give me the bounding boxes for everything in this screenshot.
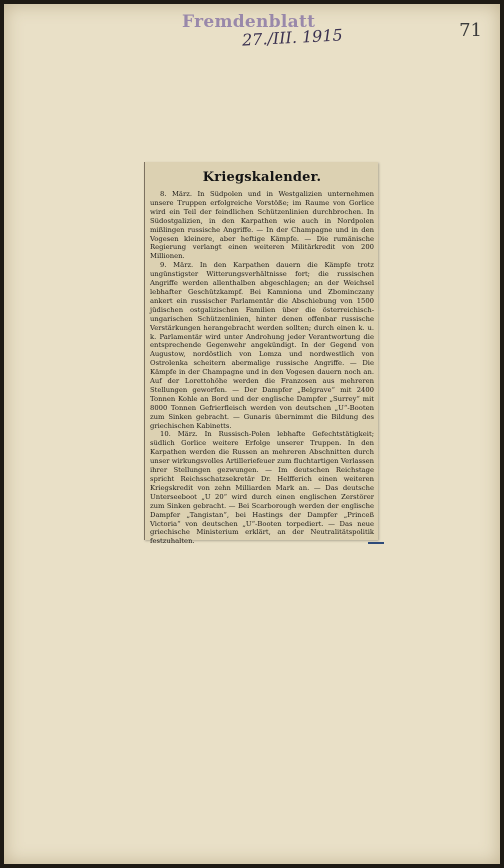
clipping-column-rule — [144, 162, 145, 540]
handwritten-date: 27./III. 1915 — [241, 25, 344, 50]
article-paragraph-march-8: 8. März. In Südpolen und in Westgalizien unternehmen unsere Truppen erfolgreiche Vorstöße; im Raume von Gorlice wird ein Teil der feindlichen Schützenlinien durchbrochen. In Südostgalizien, in den Karpathen wie auch in Nordpolen mißlingen russische Angriffe. — In der Champagne und in den Vogesen kleinere, aber heftige Kämpfe. — Die rumänische Regierung verlangt einen weiteren Militärkredit von 200 Millionen. — [150, 190, 374, 261]
newspaper-stamp: Fremdenblatt — [182, 12, 316, 32]
archive-page — [4, 4, 500, 864]
page-number: 71 — [459, 20, 482, 41]
pencil-mark — [368, 542, 384, 544]
newspaper-clipping — [144, 162, 378, 546]
article-paragraph-march-9: 9. März. In den Karpathen dauern die Kämpfe trotz ungünstigster Witterungsverhältnisse fort; die russischen Angriffe werden allenthalben abgeschlagen; an der Weichsel lebhafter Geschützkampf. Bei Kamniona und Zbominczany ankert ein russischer Parlamentär die Abschiebung von 1500 jüdischen ostgalizischen Familien über die österreichisch-ungarischen Schützenlinien, hinter denen offenbar russische Verstärkungen herangebracht werden sollten; durch einen k. u. k. Parlamentär wird unter Androhung jeder Verantwortung die entsprechende Gegenwehr angekündigt. In der Gegend von Augustow, nordöstlich von Lomza und nordwestlich von Ostrolenka scheitern abermalige russische Angriffe. — Die Kämpfe in der Champagne und in den Vogesen dauern noch an. Auf der Lorettohöhe werden die Franzosen aus mehreren Stellungen geworfen. — Der Dampfer „Belgrave“ mit 2400 Tonnen Kohle an Bord und der englische Dampfer „Surrey“ mit 8000 Tonnen Gefrierfleisch werden von deutschen „U“-Booten zum Sinken gebracht. — Gunaris übernimmt die Bildung des griechischen Kabinetts. — [150, 261, 374, 430]
article-title: Kriegskalender. — [202, 170, 322, 185]
article-paragraph-march-10: 10. März. In Russisch-Polen lebhafte Gefechtstätigkeit; südlich Gorlice weitere Erfolge unserer Truppen. In den Karpathen werden die Russen an mehreren Abschnitten durch unser wirkungsvolles Artilleriefeuer zum fluchtartigen Verlassen ihrer Stellungen gezwungen. — Im deutschen Reichstage spricht Reichsschatzsekretär Dr. Helfferich einen weiteren Kriegskredit von zehn Milliarden Mark an. — Das deutsche Unterseeboot „U 20“ wird durch einen englischen Zerstörer zum Sinken gebracht. — Bei Scarborough werden der englische Dampfer „Tangistan“, bei Hastings der Dampfer „Princeß Victoria“ von deutschen „U“-Booten torpediert. — Das neue griechische Ministerium erklärt, an der Neutralitätspolitik festzuhalten. — [150, 430, 374, 546]
